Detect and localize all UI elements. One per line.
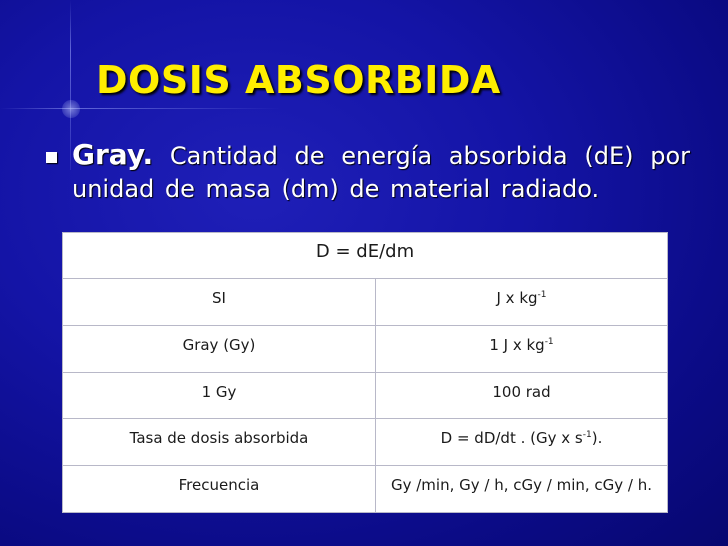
table-cell-label: SI — [63, 279, 376, 326]
table-row — [63, 419, 668, 466]
table-cell-value: 100 rad — [376, 372, 668, 419]
dose-table — [62, 232, 668, 513]
table-row — [63, 372, 668, 419]
table-cell-value: Gy /min, Gy / h, cGy / min, cGy / h. — [376, 466, 668, 513]
table-row — [63, 279, 668, 326]
table-header-row — [63, 233, 668, 279]
decorative-glow — [62, 100, 80, 118]
table-row — [63, 325, 668, 372]
table-cell-label: Tasa de dosis absorbida — [63, 419, 376, 466]
table-header-cell: D = dE/dm — [63, 233, 668, 279]
table-cell-label: Frecuencia — [63, 466, 376, 513]
table-row — [63, 466, 668, 513]
table-cell-value: 1 J x $kg^{-1}$ — [376, 325, 668, 372]
bullet-text — [72, 138, 690, 206]
table-cell-label: Gray (Gy) — [63, 325, 376, 372]
square-bullet-icon — [46, 152, 57, 163]
bullet-term: Gray. — [72, 138, 154, 171]
table-cell-value: J x $kg^{-1}$ — [376, 279, 668, 326]
bullet-definition: Cantidad de energía absorbida (dE) por unidad de masa (dm) de material radiado. — [72, 142, 690, 203]
table-cell-value: D = dD/dt . (Gy x $s^{-1}$). — [376, 419, 668, 466]
bullet-item — [40, 138, 690, 206]
slide-title: DOSIS ABSORBIDA — [96, 58, 501, 102]
table-cell-label: 1 Gy — [63, 372, 376, 419]
decorative-horizontal-line — [0, 108, 280, 109]
